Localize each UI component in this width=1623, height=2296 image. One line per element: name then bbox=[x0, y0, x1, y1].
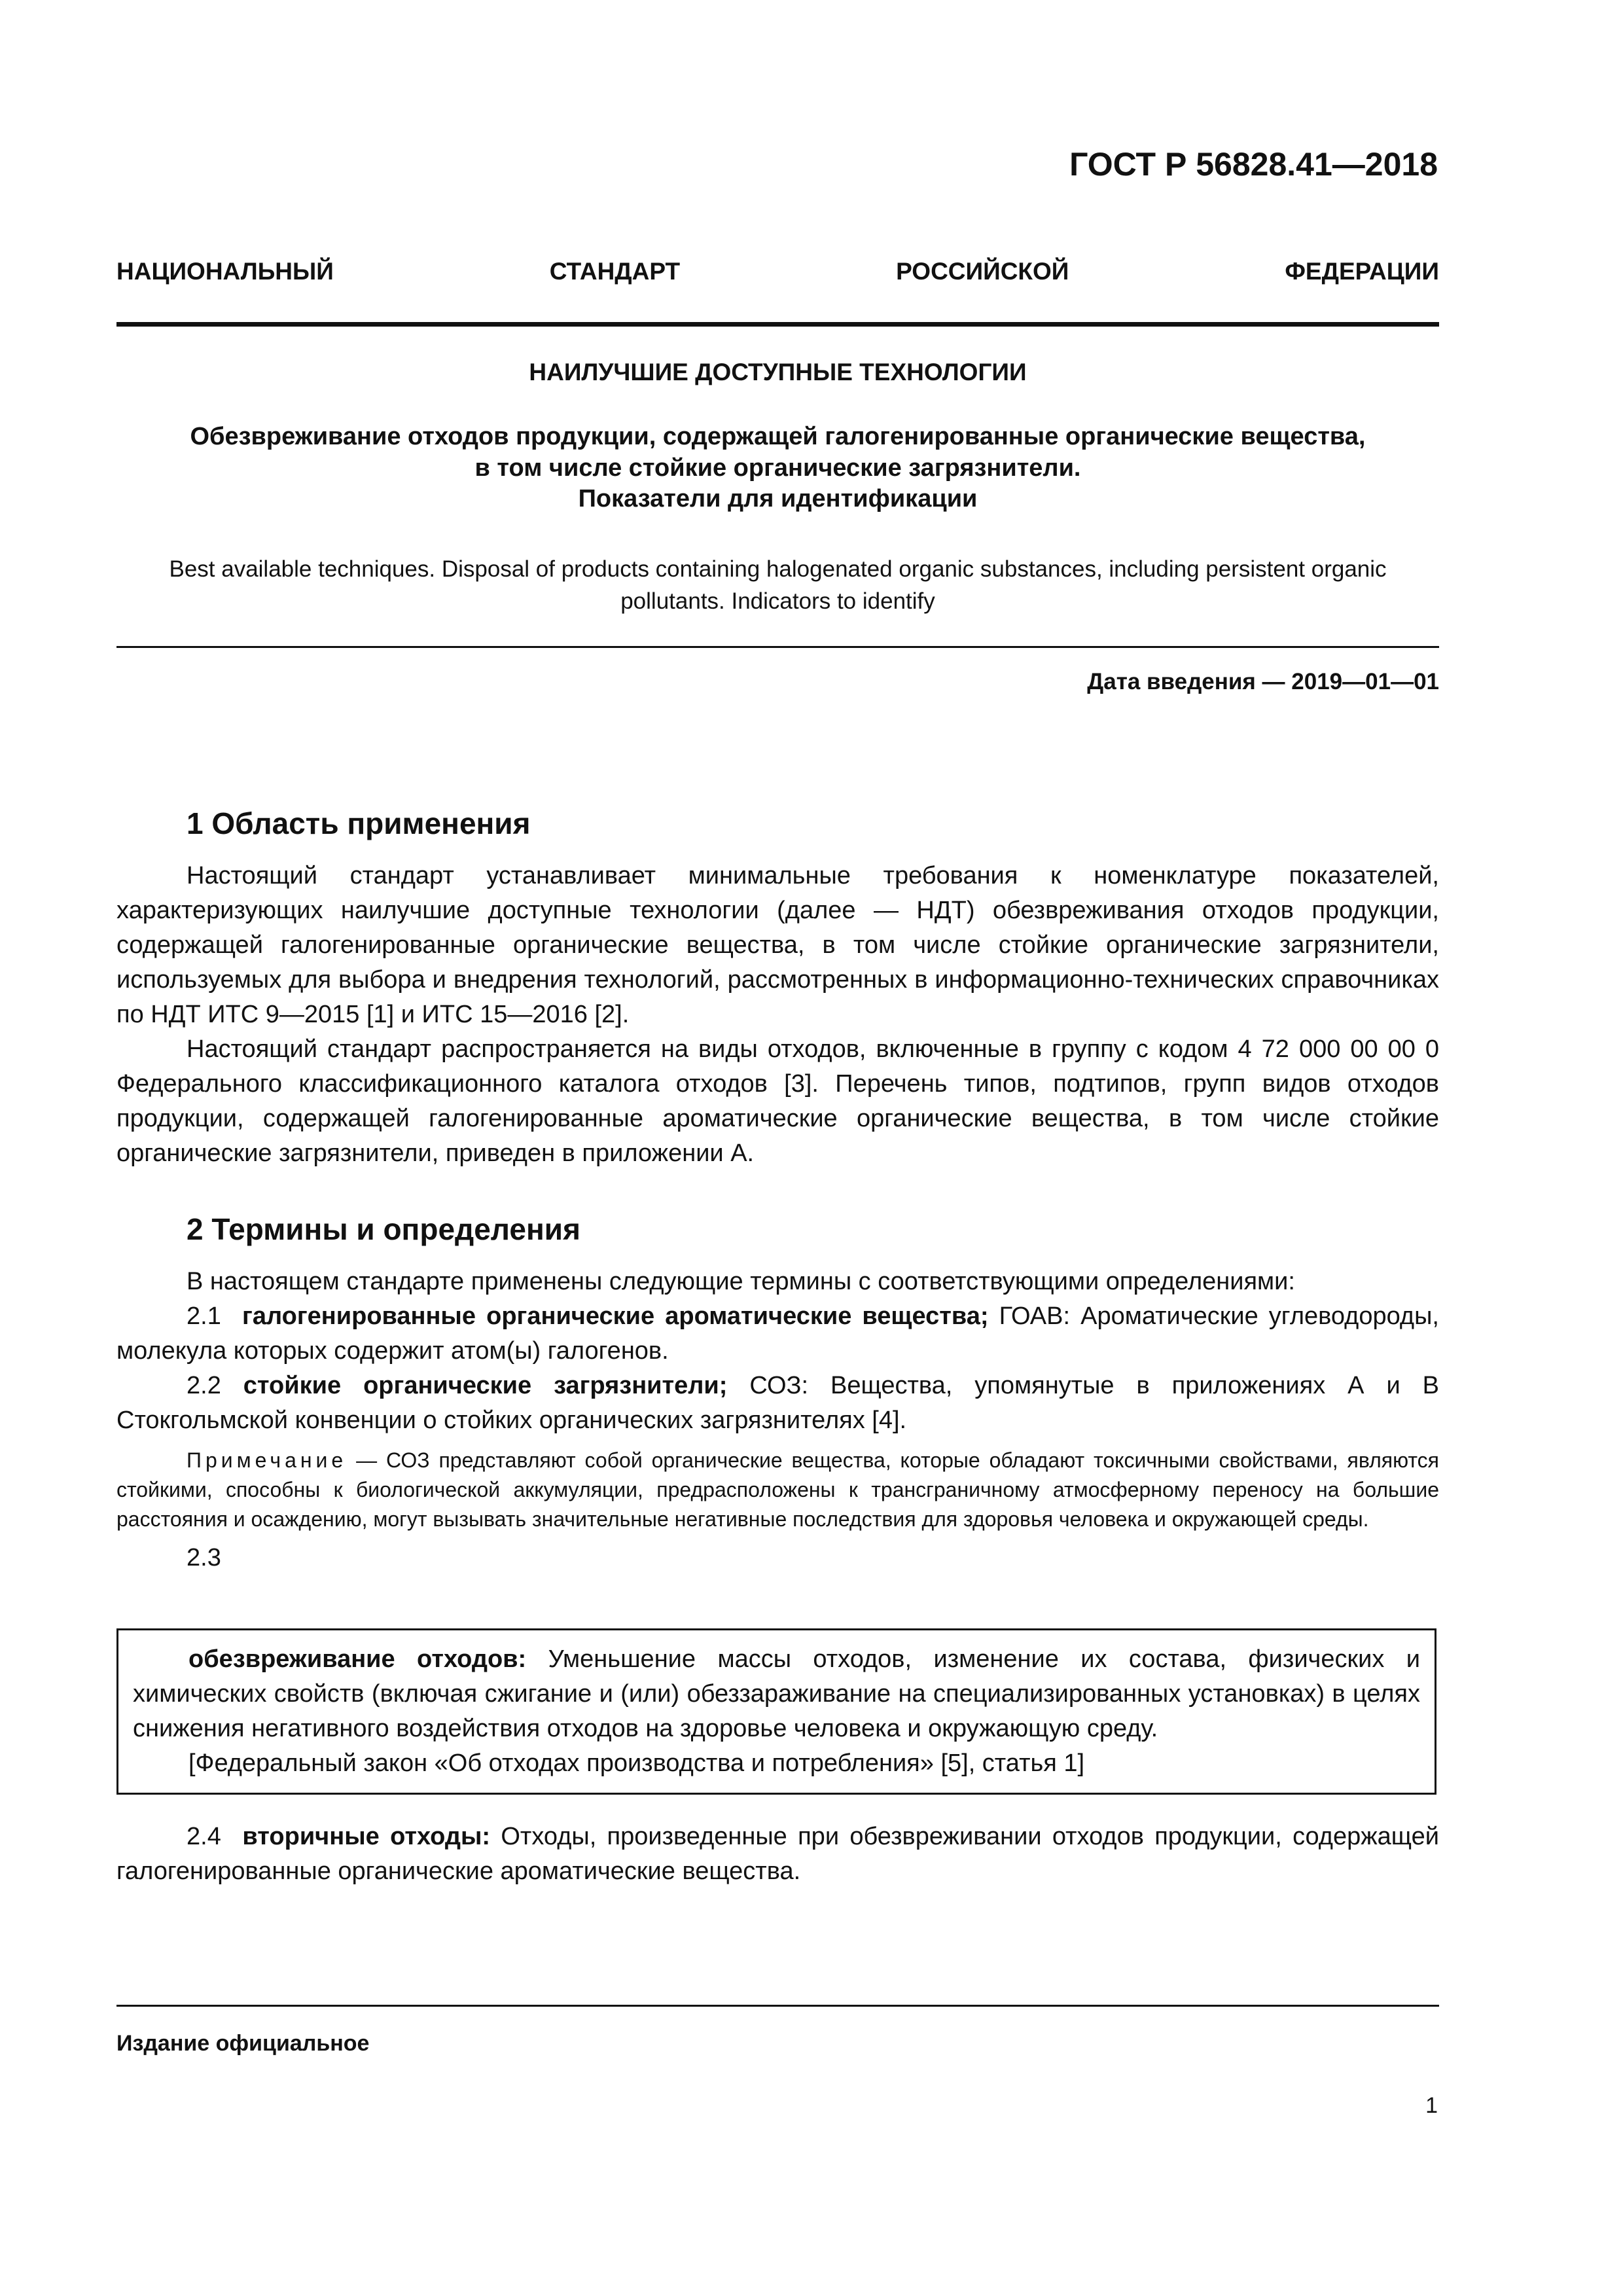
term-2-4-block bbox=[116, 1820, 1439, 1889]
term-number: 2.1 bbox=[187, 1302, 221, 1330]
document-title: НАИЛУЧШИЕ ДОСТУПНЫЕ ТЕХНОЛОГИИ bbox=[529, 359, 1027, 386]
section-1-heading: 1 Область применения bbox=[187, 806, 531, 840]
term-2-3-box bbox=[116, 1628, 1436, 1795]
english-title-line: Best available techniques. Disposal of products containing halogenated organic substances, including persistent organic bbox=[169, 556, 1387, 582]
national-standard-banner: НАЦИОНАЛЬНЫЙ СТАНДАРТ РОССИЙСКОЙ ФЕДЕРАЦИИ bbox=[116, 258, 1439, 285]
english-title bbox=[116, 553, 1439, 617]
section-2-intro: В настоящем стандарте применены следующие термины с соответствующими определениями: bbox=[187, 1268, 1295, 1295]
term-2-1 bbox=[116, 1299, 1439, 1369]
section-2 bbox=[116, 1210, 1439, 1575]
subtitle-line: Показатели для идентификации bbox=[578, 485, 978, 512]
term-name: обезвреживание отходов: bbox=[188, 1645, 527, 1673]
english-title-line: pollutants. Indicators to identify bbox=[620, 588, 935, 614]
note-label: Примечание bbox=[187, 1448, 348, 1472]
term-definition: СОЗ: Вещества, упомянутые в приложениях А и В Стокгольмской конвенции о стойких органических загрязнителях [4]. bbox=[116, 1372, 1439, 1434]
title-divider bbox=[116, 646, 1439, 648]
term-definition: ГОАВ: Ароматические углеводороды, молекула которых содержит атом(ы) галогенов. bbox=[116, 1302, 1439, 1365]
document-subtitle bbox=[116, 422, 1439, 515]
edition-label: Издание официальное bbox=[116, 2031, 370, 2056]
term-definition: Отходы, произведенные при обезвреживании отходов продукции, содержащей галогенированные органические ароматические вещества. bbox=[116, 1823, 1439, 1885]
term-number: 2.4 bbox=[187, 1823, 221, 1850]
section-2-heading: 2 Термины и определения bbox=[187, 1212, 580, 1246]
section-1-paragraph-2: Настоящий стандарт распространяется на виды отходов, включенные в группу с кодом 4 72 000 00 00 0 Федерального классификационного каталога отходов [3]. Перечень типов, подтипов, групп видов отходов продукции, содержащей галогенированные ароматические органические вещества, в том числе стойкие органические загрязнители, приведен в приложении А. bbox=[116, 1035, 1439, 1167]
term-definition: Уменьшение массы отходов, изменение их состава, физических и химических свойств (включая сжигание и (или) обеззараживание на специализированных установках) в целях снижения негативного воздействия отходов на здоровье человека и окружающую среду. bbox=[133, 1645, 1420, 1742]
subtitle-line: Обезвреживание отходов продукции, содержащей галогенированные органические вещества, bbox=[190, 423, 1366, 450]
term-2-2 bbox=[116, 1369, 1439, 1438]
footer-divider bbox=[116, 2005, 1439, 2007]
note-text: — СОЗ представляют собой органические вещества, которые обладают токсичными свойствами, являются стойкими, способны к биологической аккумуляции, предрасположены к трансграничному атмосферному переносу на большие расстояния и осаждению, могут вызывать значительные негативные последствия для здоровья человека и окружающей среды. bbox=[116, 1448, 1439, 1531]
section-1-paragraph-1: Настоящий стандарт устанавливает минимальные требования к номенклатуре показателей, характеризующих наилучшие доступные технологии (далее — НДТ) обезвреживания отходов продукции, содержащей галогенированные органические вещества, в том числе стойкие органические загрязнители, используемых для выбора и внедрения технологий, рассмотренных в информационно-технических справочниках по НДТ ИТС 9—2015 [1] и ИТС 15—2016 [2]. bbox=[116, 862, 1439, 1028]
header-divider bbox=[116, 322, 1439, 327]
term-2-3-number: 2.3 bbox=[187, 1544, 221, 1571]
note bbox=[116, 1446, 1439, 1534]
term-2-3 bbox=[133, 1642, 1420, 1746]
standard-number: ГОСТ Р 56828.41—2018 bbox=[1069, 146, 1438, 183]
term-name: галогенированные органические ароматические вещества; bbox=[242, 1302, 989, 1330]
term-source: [Федеральный закон «Об отходах производства и потребления» [5], статья 1] bbox=[188, 1749, 1085, 1777]
page-number: 1 bbox=[1425, 2093, 1438, 2118]
term-name: вторичные отходы: bbox=[242, 1823, 491, 1850]
term-name: стойкие органические загрязнители; bbox=[243, 1372, 728, 1399]
term-number: 2.2 bbox=[187, 1372, 221, 1399]
section-1 bbox=[116, 804, 1439, 1171]
effective-date: Дата введения — 2019—01—01 bbox=[1087, 669, 1439, 694]
term-2-4 bbox=[116, 1820, 1439, 1889]
subtitle-line: в том числе стойкие органические загрязнители. bbox=[474, 454, 1081, 482]
